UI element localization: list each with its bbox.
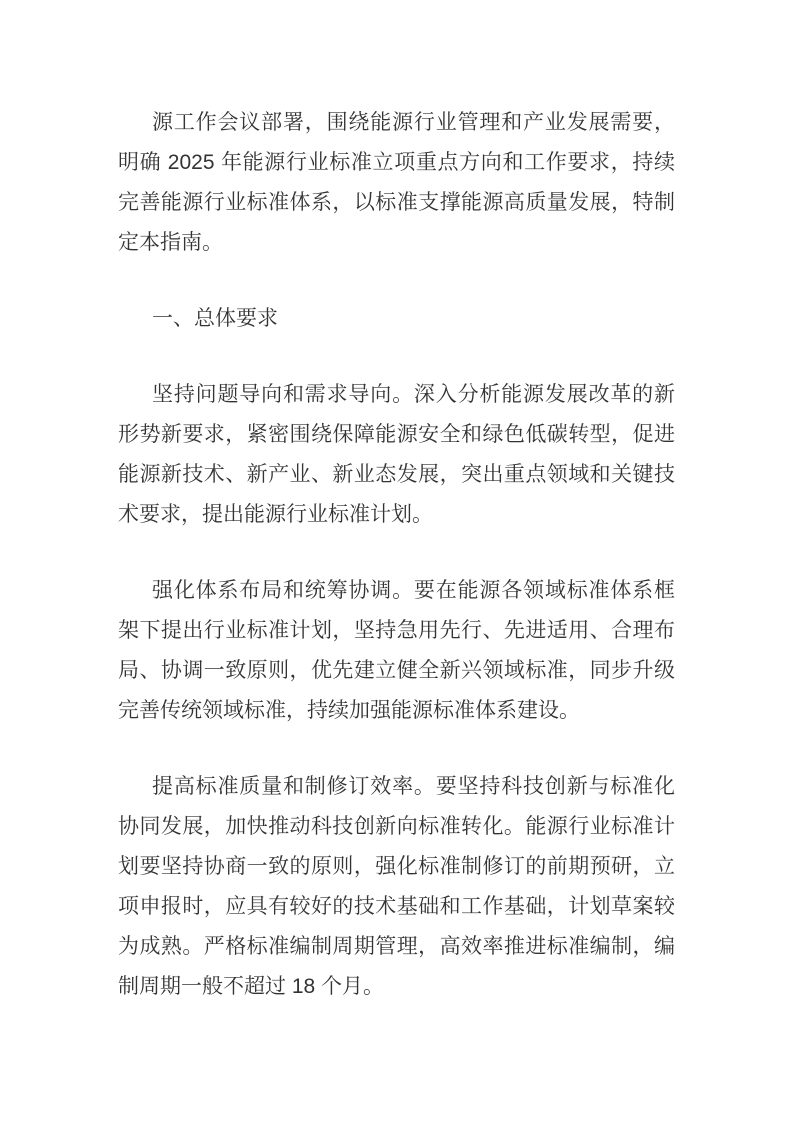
paragraph-standard-quality: 提高标准质量和制修订效率。要坚持科技创新与标准化协同发展，加快推动科技创新向标准转化。能源行业标准计划要坚持协商一致的原则，强化标准制修订的前期预研，立项申报时，应具有较好的技术基础和工作基础，计划草案较为成熟。严格标准编制周期管理，高效率推进标准编制，编制周期一般不超过 18 个月。: [118, 775, 675, 998]
paragraph-system-layout: 强化体系布局和统筹协调。要在能源各领域标准体系框架下提出行业标准计划，坚持急用先行、先进适用、合理布局、协调一致原则，优先建立健全新兴领域标准，同步升级完善传统领域标准，持续加强能源标准体系建设。: [118, 579, 675, 722]
paragraph-problem-orientation: 坚持问题导向和需求导向。深入分析能源发展改革的新形势新要求，紧密围绕保障能源安全和绿色低碳转型，促进能源新技术、新产业、新业态发展，突出重点领域和关键技术要求，提出能源行业标准计划。: [118, 383, 675, 526]
section-heading-overall-requirements: 一、总体要求: [152, 307, 278, 330]
paragraph-intro: 源工作会议部署，围绕能源行业管理和产业发展需要，明确 2025 年能源行业标准立项重点方向和工作要求，持续完善能源行业标准体系，以标准支撑能源高质量发展，特制定本指南。: [118, 111, 675, 254]
